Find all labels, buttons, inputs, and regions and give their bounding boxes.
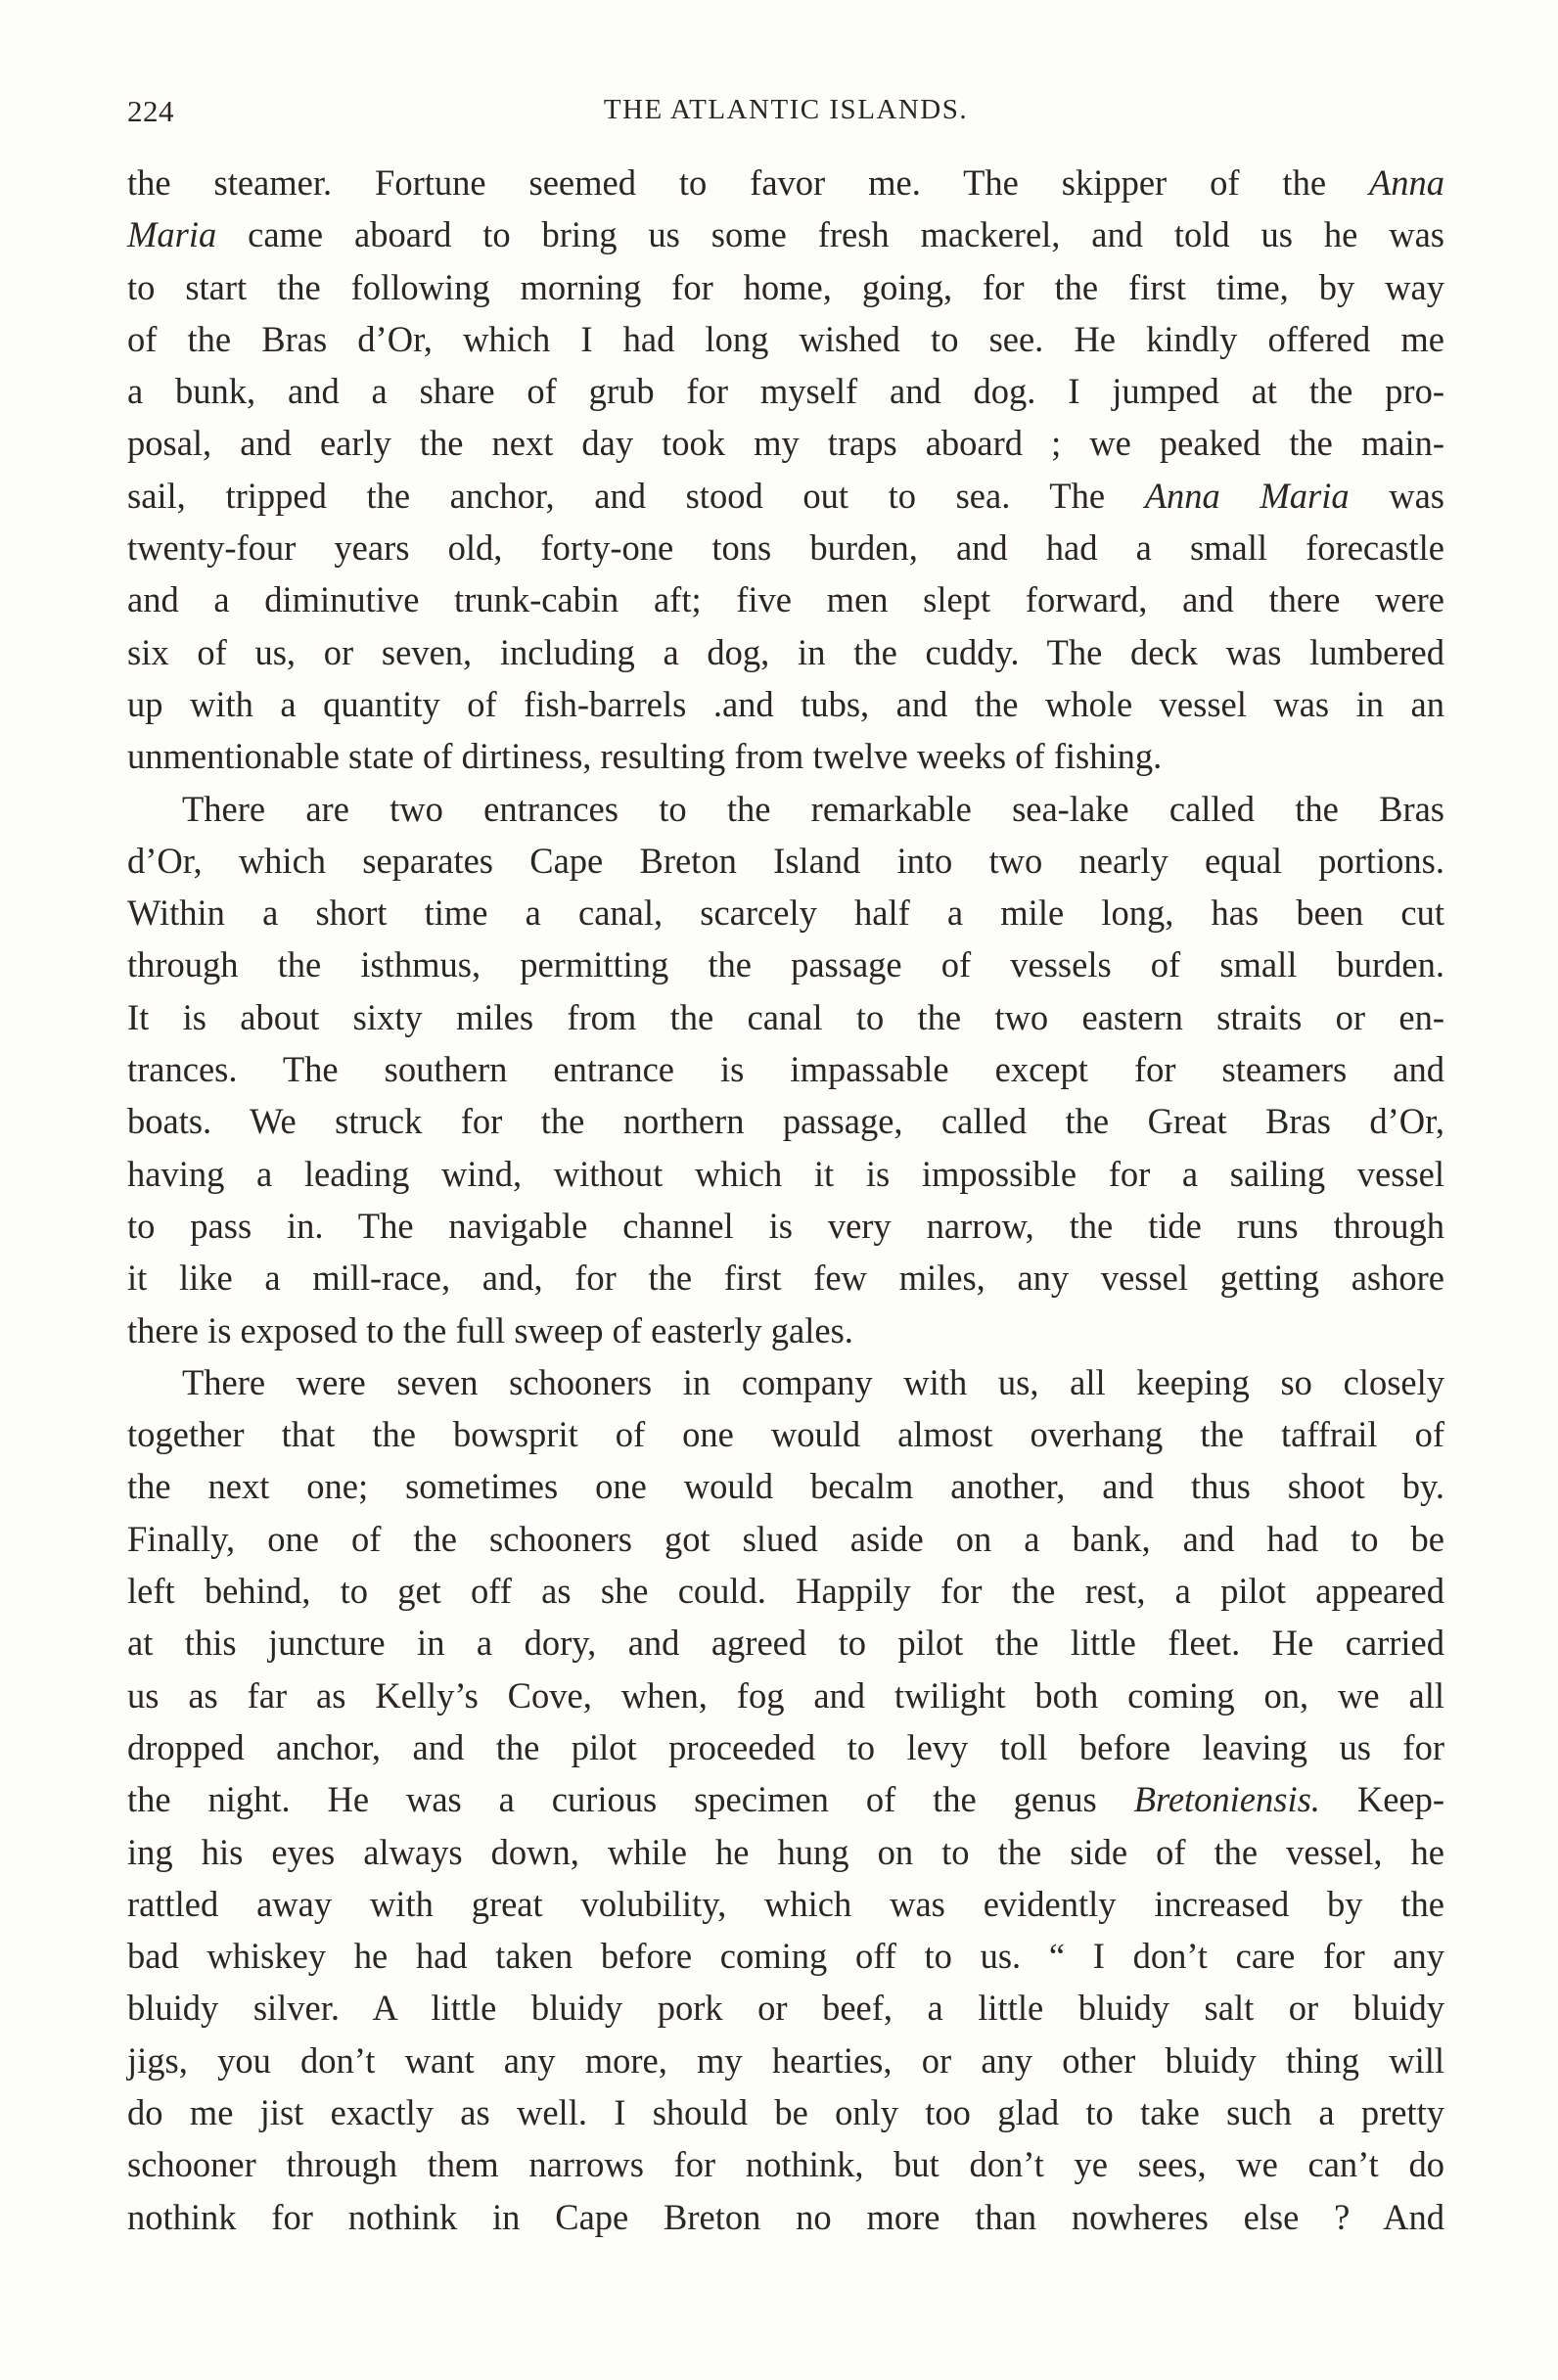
text-line: Within a short time a canal, scarcely half a mile long, has been cut [127,892,1444,934]
text-line: d’Or, which separates Cape Breton Island into two nearly equal portions. [127,840,1444,881]
body-text [127,157,1444,2243]
text-line: unmentionable state of dirtiness, resulting from twelve weeks of fishing. [127,736,1163,777]
text-line: of the Bras d’Or, which I had long wished to see. He kindly offered me [127,318,1444,359]
text-line: sail, tripped the anchor, and stood out to sea. The Anna Maria was [127,475,1445,516]
text-line: twenty-four years old, forty-one tons burden, and had a small forecastle [127,527,1444,569]
text-line: schooner through them narrows for nothink, but don’t ye sees, we can’t do [127,2144,1444,2185]
text-line: Maria came aboard to bring us some fresh mackerel, and told us he was [127,214,1444,255]
text-line: bluidy silver. A little bluidy pork or beef, a little bluidy salt or bluidy [127,1988,1444,2029]
text-line: there is exposed to the full sweep of easterly gales. [127,1309,853,1350]
genus-name: Bretoniensis. [1133,1779,1320,1820]
paragraph-1 [127,157,1444,783]
text-line: to start the following morning for home, going, for the first time, by way [127,266,1444,307]
text-line: boats. We struck for the northern passage, called the Great Bras d’Or, [127,1101,1444,1142]
paragraph-3 [127,1356,1444,2243]
text-line: six of us, or seven, including a dog, in the cuddy. The deck was lumbered [127,631,1444,672]
text-line: jigs, you don’t want any more, my hearties, or any other bluidy thing will [127,2039,1444,2081]
text-line: Finally, one of the schooners got slued aside on a bank, and had to be [127,1518,1444,1559]
running-head: THE ATLANTIC ISLANDS. [603,94,969,125]
text-line: dropped anchor, and the pilot proceeded to levy toll before leaving us for [127,1726,1444,1767]
text-line: the next one; sometimes one would becalm another, and thus shoot by. [127,1466,1444,1507]
text-line: at this juncture in a dory, and agreed to pilot the little fleet. He carried [127,1623,1444,1664]
text-line: a bunk, and a share of grub for myself and dog. I jumped at the pro- [127,371,1444,412]
text-line: us as far as Kelly’s Cove, when, fog and twilight both coming on, we all [127,1674,1444,1716]
text-line: There are two entrances to the remarkable sea-lake called the Bras [182,788,1444,829]
text-line: trances. The southern entrance is impassable except for steamers and [127,1049,1444,1090]
text-line: do me jist exactly as well. I should be only too glad to take such a pretty [127,2091,1444,2132]
text-line: up with a quantity of fish-barrels .and tubs, and the whole vessel was in an [127,683,1444,724]
text-line: to pass in. The navigable channel is very narrow, the tide runs through [127,1205,1444,1246]
page-number: 224 [127,94,174,128]
ship-name: Maria [127,214,217,255]
text-line: the steamer. Fortune seemed to favor me. The skipper of the Anna [127,162,1444,203]
text-line: through the isthmus, permitting the passage of vessels of small burden. [127,944,1444,985]
text-line: having a leading wind, without which it is impossible for a sailing vessel [127,1153,1444,1194]
text-line: and a diminutive trunk-cabin aft; five men slept forward, and there were [127,579,1444,620]
text-line: nothink for nothink in Cape Breton no more than nowheres else ? And [127,2196,1444,2237]
text-line: rattled away with great volubility, which was evidently increased by the [127,1883,1444,1924]
paragraph-2 [127,783,1444,1356]
text-line: ing his eyes always down, while he hung on to the side of the vessel, he [127,1831,1444,1872]
text-line: it like a mill-race, and, for the first few miles, any vessel getting ashore [127,1258,1444,1299]
ship-name: Anna [1368,162,1444,203]
text-line: There were seven schooners in company with us, all keeping so closely [182,1361,1444,1402]
text-line: It is about sixty miles from the canal to the two eastern straits or en- [127,996,1444,1037]
ship-name: Anna Maria [1144,475,1350,516]
text-line: the night. He was a curious specimen of the genus Bretoniensis. Keep- [127,1779,1444,1820]
text-line: posal, and early the next day took my traps aboard ; we peaked the main- [127,423,1444,464]
text-line: together that the bowsprit of one would almost overhang the taffrail of [127,1414,1444,1455]
page-header [127,94,1444,139]
text-line: left behind, to get off as she could. Happily for the rest, a pilot appeared [127,1571,1444,1612]
text-line: bad whiskey he had taken before coming off to us. “ I don’t care for any [127,1936,1444,1977]
